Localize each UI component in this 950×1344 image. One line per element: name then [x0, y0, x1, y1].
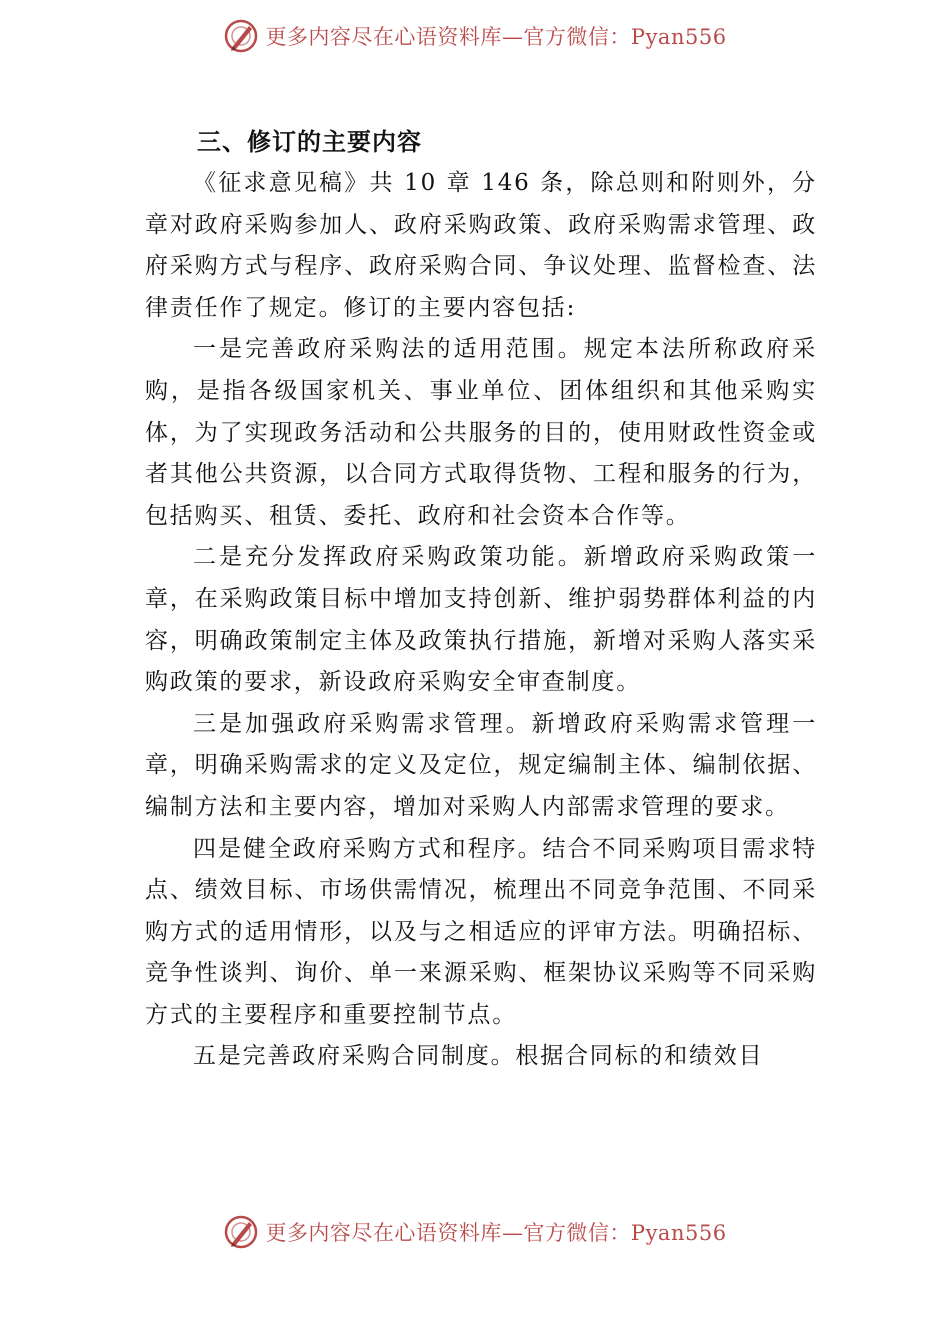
paragraph-intro: 《征求意见稿》共 10 章 146 条，除总则和附则外，分章对政府采购参加人、政府采购政策、政府采购需求管理、政府采购方式与程序、政府采购合同、争议处理、监督检查、法律责任作了规定。修订的主要内容包括: [145, 170, 817, 321]
paragraph-demand: 三是加强政府采购需求管理。新增政府采购需求管理一章，明确采购需求的定义及定位，规定编制主体、编制依据、编制方法和主要内容，增加对采购人内部需求管理的要求。 [145, 710, 817, 820]
banner-slogan: 更多内容尽在心语资料库—官方微信：Pyan556 [265, 25, 727, 49]
paragraph-methods: 四是健全政府采购方式和程序。结合不同采购项目需求特点、绩效目标、市场供需情况，梳理出不同竞争范围、不同采购方式的适用情形，以及与之相适应的评审方法。明确招标、竞争性谈判、询价、单一来源采购、框架协议采购等不同采购方式的主要程序和重要控制节点。 [145, 835, 817, 1028]
section-heading: 三、修订的主要内容 [197, 128, 422, 156]
paragraph-scope: 一是完善政府采购法的适用范围。规定本法所称政府采购，是指各级国家机关、事业单位、团体组织和其他采购实体，为了实现政务活动和公共服务的目的，使用财政性资金或者其他公共资源，以合同方式取得货物、工程和服务的行为，包括购买、租赁、委托、政府和社会资本合作等。 [145, 336, 817, 529]
banner-slogan: 更多内容尽在心语资料库—官方微信：Pyan556 [265, 1221, 727, 1245]
pen-nib-logo-icon [223, 1214, 259, 1250]
header-banner [0, 11, 950, 61]
pen-nib-logo-icon [223, 18, 259, 54]
document-body [145, 121, 817, 1078]
footer-banner [0, 1207, 950, 1257]
paragraph-contract: 五是完善政府采购合同制度。根据合同标的和绩效目 [193, 1043, 764, 1070]
paragraph-policy: 二是充分发挥政府采购政策功能。新增政府采购政策一章，在采购政策目标中增加支持创新、维护弱势群体利益的内容，明确政策制定主体及政策执行措施，新增对采购人落实采购政策的要求，新设政府采购安全审查制度。 [145, 544, 817, 696]
